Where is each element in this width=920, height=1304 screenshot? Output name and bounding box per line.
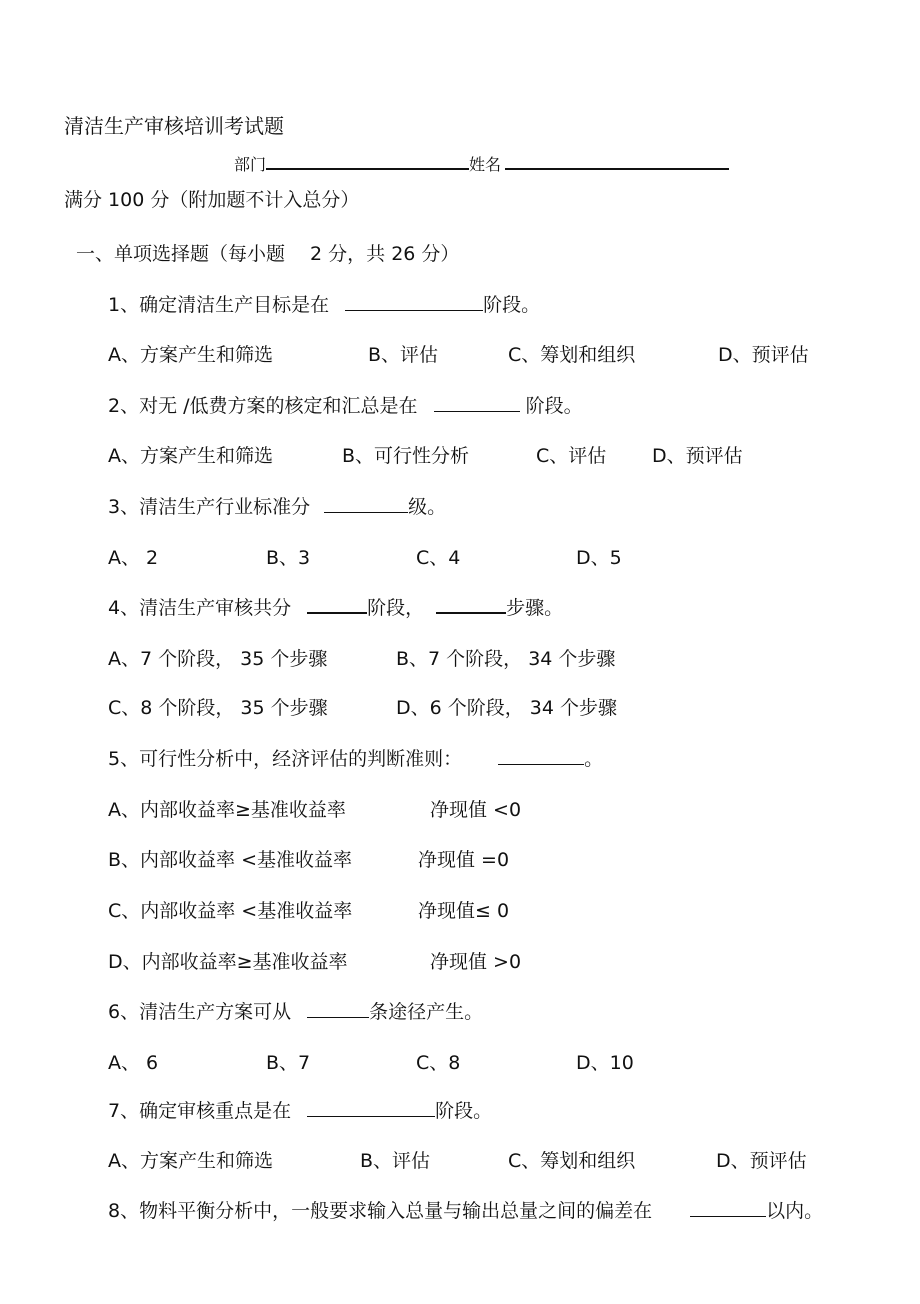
section-heading: 一、单项选择题（每小题 2 分，共 26 分） [76, 243, 460, 265]
option-7a[interactable]: A、方案产生和筛选 [108, 1150, 273, 1172]
question-1-suffix: 阶段。 [483, 294, 541, 316]
option-1c[interactable]: C、筹划和组织 [508, 344, 636, 366]
option-7b[interactable]: B、评估 [360, 1150, 431, 1172]
question-6-suffix: 条途径产生。 [369, 1001, 484, 1023]
option-4b[interactable]: B、7 个阶段， 34 个步骤 [396, 648, 616, 670]
question-1-text: 1、确定清洁生产目标是在 [108, 294, 330, 316]
option-4c[interactable]: C、8 个阶段， 35 个步骤 [108, 697, 328, 719]
department-label: 部门 [234, 155, 267, 174]
option-4a[interactable]: A、7 个阶段， 35 个步骤 [108, 648, 328, 670]
option-4d[interactable]: D、6 个阶段， 34 个步骤 [396, 697, 618, 719]
question-1 [108, 293, 540, 317]
question-2-text: 2、对无 /低费方案的核定和汇总是在 [108, 395, 418, 417]
question-3-suffix: 级。 [408, 496, 447, 518]
question-6-text: 6、清洁生产方案可从 [108, 1001, 292, 1023]
option-6a[interactable]: A、 6 [108, 1052, 159, 1074]
name-label: 姓名 [469, 155, 502, 174]
option-2c[interactable]: C、评估 [536, 445, 607, 467]
name-blank[interactable] [505, 152, 729, 170]
department-field[interactable] [234, 152, 729, 177]
answer-blank[interactable] [690, 1200, 766, 1217]
option-3a[interactable]: A、 2 [108, 547, 159, 569]
option-6b[interactable]: B、7 [266, 1052, 311, 1074]
question-4 [108, 596, 563, 620]
option-5c-npv: 净现值≤ 0 [418, 900, 510, 922]
option-6c[interactable]: C、8 [416, 1052, 461, 1074]
question-4-mid: 阶段， [367, 597, 425, 619]
question-4-text: 4、清洁生产审核共分 [108, 597, 292, 619]
question-7 [108, 1099, 492, 1123]
answer-blank[interactable] [345, 294, 483, 311]
option-5a[interactable]: A、内部收益率≥基准收益率 [108, 799, 346, 821]
question-7-suffix: 阶段。 [435, 1100, 493, 1122]
answer-blank[interactable] [434, 395, 520, 412]
question-3-text: 3、清洁生产行业标准分 [108, 496, 311, 518]
option-7d[interactable]: D、预评估 [716, 1150, 807, 1172]
question-5 [108, 747, 603, 771]
question-2-suffix: 阶段。 [519, 395, 583, 417]
option-2a[interactable]: A、方案产生和筛选 [108, 445, 273, 467]
option-5a-npv: 净现值 <0 [430, 799, 522, 821]
question-8-text: 8、物料平衡分析中，一般要求输入总量与输出总量之间的偏差在 [108, 1200, 653, 1222]
option-3d[interactable]: D、5 [576, 547, 622, 569]
question-2 [108, 394, 583, 418]
option-5d-npv: 净现值 >0 [430, 951, 522, 973]
step-blank[interactable] [436, 596, 506, 614]
question-8-suffix: 以内。 [766, 1200, 824, 1222]
question-3 [108, 495, 446, 519]
question-4-suffix: 步骤。 [506, 597, 564, 619]
exam-title: 清洁生产审核培训考试题 [64, 114, 284, 138]
answer-blank[interactable] [307, 1100, 435, 1117]
question-5-suffix: 。 [584, 748, 604, 770]
question-5-text: 5、可行性分析中，经济评估的判断准则： [108, 748, 463, 770]
question-8 [108, 1199, 823, 1223]
option-3c[interactable]: C、4 [416, 547, 461, 569]
option-5b[interactable]: B、内部收益率 <基准收益率 [108, 849, 352, 871]
stage-blank[interactable] [307, 596, 367, 614]
option-6d[interactable]: D、10 [576, 1052, 634, 1074]
option-1b[interactable]: B、评估 [368, 344, 439, 366]
department-blank[interactable] [266, 152, 469, 170]
score-note: 满分 100 分（附加题不计入总分） [64, 189, 360, 211]
option-1d[interactable]: D、预评估 [718, 344, 809, 366]
option-7c[interactable]: C、筹划和组织 [508, 1150, 636, 1172]
answer-blank[interactable] [307, 1001, 369, 1018]
option-2b[interactable]: B、可行性分析 [342, 445, 470, 467]
option-5b-npv: 净现值 =0 [418, 849, 510, 871]
answer-blank[interactable] [498, 748, 584, 765]
option-5d[interactable]: D、内部收益率≥基准收益率 [108, 951, 348, 973]
question-6 [108, 1000, 483, 1024]
option-3b[interactable]: B、3 [266, 547, 311, 569]
answer-blank[interactable] [324, 496, 408, 513]
option-2d[interactable]: D、预评估 [652, 445, 743, 467]
option-5c[interactable]: C、内部收益率 <基准收益率 [108, 900, 353, 922]
option-1a[interactable]: A、方案产生和筛选 [108, 344, 273, 366]
question-7-text: 7、确定审核重点是在 [108, 1100, 292, 1122]
